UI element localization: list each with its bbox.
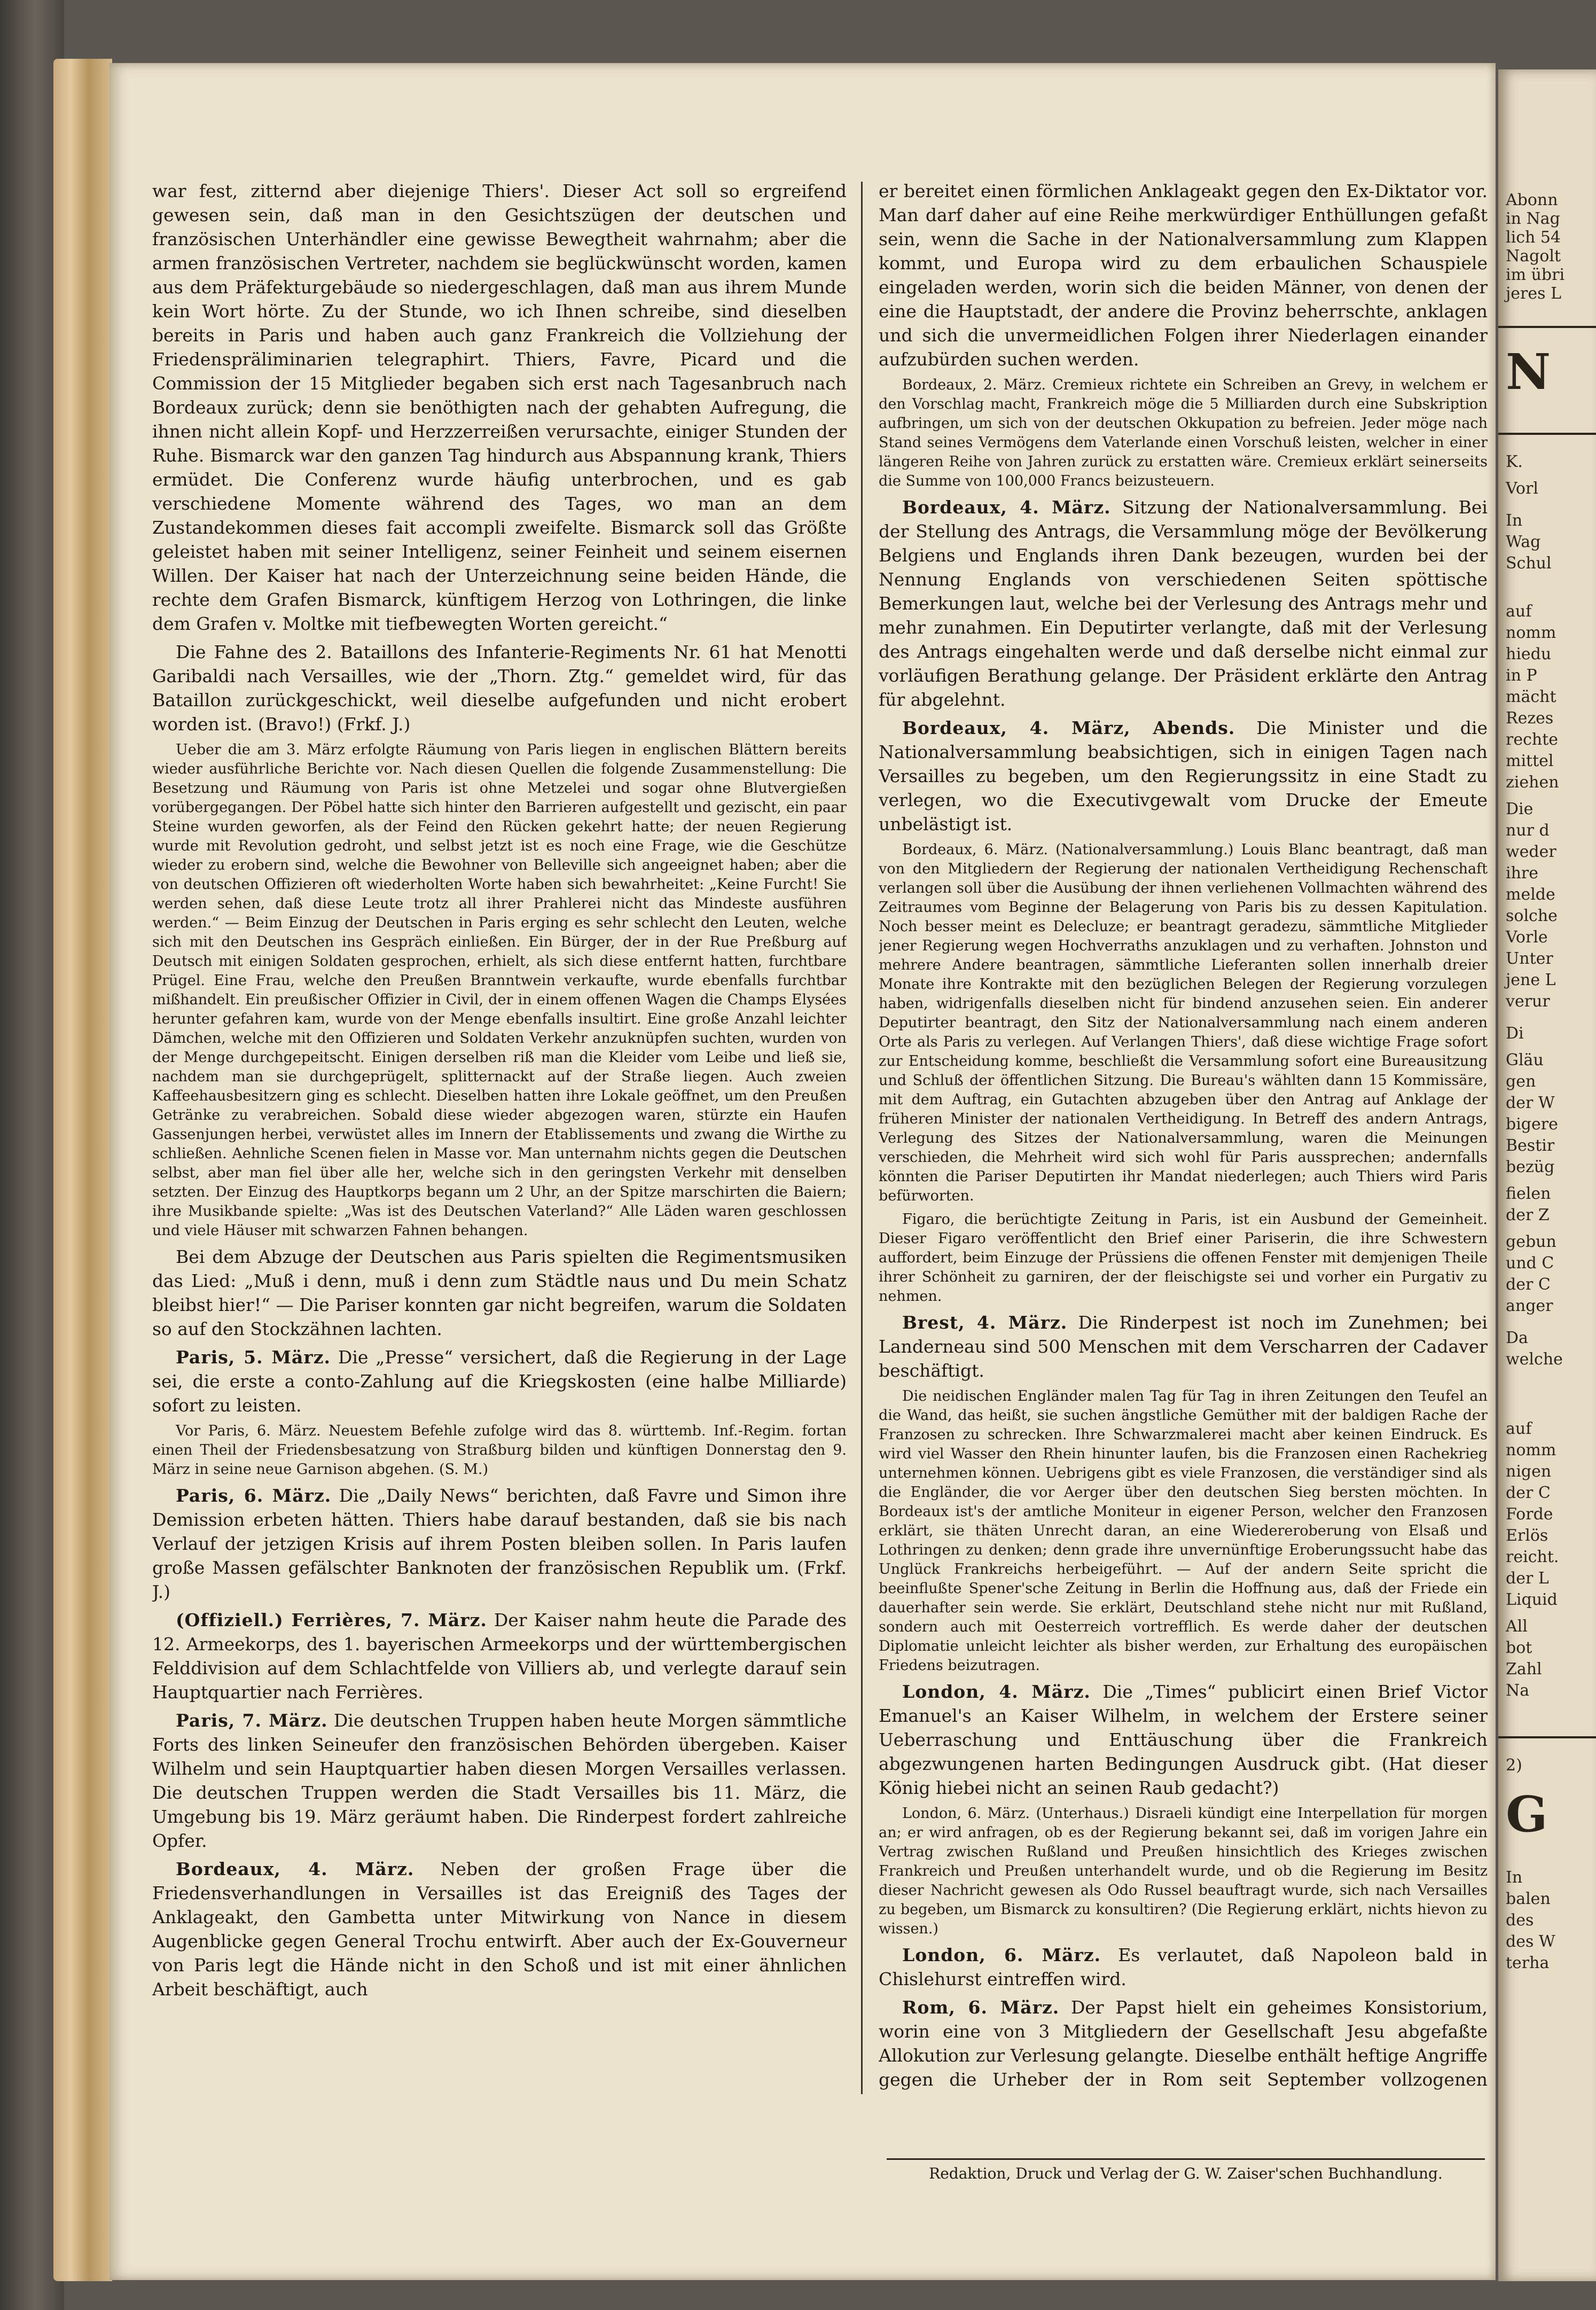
adjacent-page-text-fragment: der L xyxy=(1506,1569,1549,1588)
paragraph-text: Die „Daily News“ berichten, daß Favre und Simon ihre Demission erbeten hätten. Thiers habe darauf bestanden, daß sie bis nach Verlauf der jetzigen Krisis auf ihrem Posten bleiben sollen. In Paris laufen große Massen gefälschter Banknoten der französischen Republik um. (Frkf. J.) xyxy=(152,1485,847,1602)
paragraph-text: Bordeaux, 6. März. (Nationalversammlung.) Louis Blanc beantragt, daß man von den Mitgliedern der Regierung der nationalen Vertheidigung Rechenschaft verlangen soll über die Ausübung der ihnen verliehenen Vollmachten während des Zeitraumes vom Beginne der Belagerung von Paris bis zu dessen Kapitulation. Noch besser meint es Delecluze; er beantragt geradezu, sämmtliche Mitglieder jener Regierung wegen Hochverraths anzuklagen und zu verhaften. Johnston und mehrere Andere beantragen, sämmtliche Lieferanten sollen innerhalb dreier Monate ihre Kontrakte mit den bezüglichen Belegen der Regierung vorzulegen haben, widrigenfalls dieselben nicht für bindend anzusehen seien. Ein anderer Deputirter beantragt, den Sitz der Nationalversammlung nach einem anderen Orte als Paris zu verlegen. Auf Verlangen Thiers', daß diese wichtige Frage sofort zur Entscheidung komme, beschließt die Versammlung sofort eine Bureausitzung und Schluß der öffentlichen Sitzung. Die Bureau's wählten dann 15 Kommissäre, mit dem Auftrag, ein Gutachten abzugeben über den Antrag auf Anklage der früheren Minister der nationalen Vertheidigung. In Betreff des andern Antrags, Verlegung des Sitzes der Nationalversammlung, waren die Meinungen verschieden, die Mehrheit wird sich wohl für Paris aussprechen; andernfalls könnten die Pariser Deputirten ihr Mandat niederlegen; auch Thiers wird Paris befürworten. xyxy=(879,841,1488,1204)
paragraph-text: Vor Paris, 6. März. Neuestem Befehle zufolge wird das 8. württemb. Inf.-Regim. fortan einen Theil der Friedensbesatzung von Straßburg bilden und künftigen Donnerstag den 9. März in seine neue Garnison abgehen. (S. M.) xyxy=(152,1423,847,1478)
adjacent-page-text-fragment: Bestir xyxy=(1506,1136,1555,1155)
paragraph-text: war fest, zitternd aber diejenige Thiers'. Dieser Act soll so ergreifend gewesen sein, daß man in den Gesichtszügen der deutschen und französischen Unterhändler eine gewisse Bewegtheit wahrnahm; aber die armen französischen Vertreter, nachdem sie beglückwünscht worden, kamen aus dem Präfekturgebäude so niedergeschlagen, daß man aus ihrem Munde kein Wort hörte. Zu der Stunde, wo ich Ihnen schreibe, sind dieselben bereits in Paris und haben auch ganz Frankreich die Vollziehung der Friedenspräliminarien telegraphirt. Thiers, Favre, Picard und die Commission der 15 Mitglieder begaben sich erst nach Tagesanbruch nach Bordeaux zurück; denn sie benöthigten nach der gehabten Aufregung, die ihnen nicht allein Kopf- und Herzzerreißen verursachte, einiger Stunden der Ruhe. Bismarck war den ganzen Tag hindurch aus Abspannung krank, Thiers ermüdet. Die Conferenz wurde häufig unterbrochen, und es gab verschiedene Momente während des Tages, wo man an dem Zustandekommen dieses fait accompli zweifelte. Bismarck soll das Größte geleistet haben mit seiner Intelligenz, seiner Feinheit und seinem eisernen Willen. Der Kaiser hat nach der Unterzeichnung seine beiden Hände, die rechte dem Grafen Bismarck, künftigem Herzog von Lothringen, die linke dem Grafen v. Moltke mit tiefbewegten Worten gereicht.“ xyxy=(152,181,847,634)
paragraph-text: Es verlautet, daß Napoleon bald in Chislehurst eintreffen wird. xyxy=(879,1945,1488,1989)
adjacent-page-text-fragment: nomm xyxy=(1506,623,1556,642)
article-paragraph xyxy=(152,1708,847,1853)
adjacent-page-text-fragment: Vorle xyxy=(1506,928,1548,947)
adjacent-page-text-fragment: Di xyxy=(1506,1024,1524,1043)
adjacent-page-text-fragment: Da xyxy=(1506,1329,1528,1347)
paragraph-text: Die Fahne des 2. Bataillons des Infanterie-Regiments Nr. 61 hat Menotti Garibaldi nach Versailles, wie der „Thorn. Ztg.“ gemeldet wird, für das Bataillon zurückgeschickt, weil dieselbe aufgefunden und nicht erobert worden ist. (Bravo!) (Frkf. J.) xyxy=(152,642,847,735)
dateline: London, 6. März. xyxy=(902,1945,1101,1965)
adjacent-page-text-fragment: Liquid xyxy=(1506,1590,1558,1609)
adjacent-page-text-fragment: ziehen xyxy=(1506,773,1559,792)
paragraph-text: Ueber die am 3. März erfolgte Räumung von Paris liegen in englischen Blättern bereits wieder ausführliche Berichte vor. Nach diesen Quellen die folgende Zusammenstellung: Die Besetzung und Räumung von Paris ist ohne Metzelei und sogar ohne Blutvergießen vorübergegangen. Der Pöbel hatte sich hinter den Barrieren aufgestellt und gezischt, ein paar Steine wurden geworfen, als der Feind den Rücken gekehrt hatte; der neuen Regierung wurde mit Revolution gedroht, und selbst jetzt ist es noch eine Frage, wie die Geschütze wieder zu erobern sind, welche die Bewohner von Belleville sich angeeignet haben; aber die von deutschen Offizieren oft wiederholten Worte haben sich bewahrheitet: „Keine Furcht! Sie werden sehen, daß diese Leute trotz all ihrer Prahlerei nicht das Mindeste ausführen werden.“ — Beim Einzug der Deutschen in Paris erging es sehr schlecht den Leuten, welche sich mit den Deutschen ins Gespräch einließen. Ein Bürger, der in der Rue Preßburg auf Deutsch mit einigen Soldaten gesprochen, erhielt, als sich diese entfernt hatten, furchtbare Prügel. Eine Frau, welche den Preußen Branntwein verkaufte, wurde ebenfalls furchtbar mißhandelt. Ein preußischer Offizier in Civil, der in einem offenen Wagen die Champs Elysées herunter gefahren kam, wurde von der Menge ebenfalls insultirt. Eine große Anzahl leichter Dämchen, welche mit den Offizieren und Soldaten Verkehr anzuknüpfen suchten, wurden von der Menge durchgepeitscht. Einigen derselben riß man die Kleider vom Leibe und ließ sie, nachdem man sie durchgeprügelt, splitternackt auf der Straße liegen. Auch zweien Kaffeehausbesitzern ging es schlecht. Dieselben hatten ihre Lokale geöffnet, um den Preußen Getränke zu verabreichen. Sobald diese wieder abgezogen waren, stürzte ein Haufen Gassenjungen herbei, verwüstet alles im Innern der Etablissements und zwang die Wirthe zu schließen. Aehnliche Scenen fielen in Masse vor. Man unternahm nichts gegen die Deutschen selbst, aber man fiel über alle her, welche sich in den geringsten Verkehr mit denselben setzten. Der Einzug des Hauptkorps begann um 2 Uhr, an der Spitze marschirten die Baiern; ihre Musikbande spielte: „Was ist des Deutschen Vaterland?“ Alle Läden waren geschlossen und viele Häuser mit schwarzen Fahnen behangen. xyxy=(152,742,847,1239)
adjacent-page-text-fragment: ihre xyxy=(1506,864,1539,883)
adjacent-page-text-fragment: jeres L xyxy=(1506,284,1562,303)
article-paragraph xyxy=(879,1680,1488,1800)
dateline: (Offiziell.) Ferrières, 7. März. xyxy=(176,1610,487,1630)
adjacent-page-text-fragment: bigere xyxy=(1506,1115,1558,1134)
paragraph-text: Figaro, die berüchtigte Zeitung in Paris, ist ein Ausbund der Gemeinheit. Dieser Figaro veröffentlicht den Brief einer Pariserin, die ihre Schwestern auffordert, beim Einzuge der Prüssiens die offenen Fenster mit demjenigen Theile ihrer Schönheit zu garniren, der der fleischigste sei und vorher ein Purgativ zu nehmen. xyxy=(879,1211,1488,1305)
paragraph-text: Neben der großen Frage über die Friedensverhandlungen in Versailles ist das Ereigniß des Tages der Anklageakt, den Gambetta unter Mitwirkung von Nance in diesem Augenblicke gegen General Trochu entwirft. Aber auch der Ex-Gouverneur von Paris legt die Hände nicht in den Schoß und ist mit einer ähnlichen Arbeit beschäftigt, auch xyxy=(152,1859,847,2000)
dateline: London, 4. März. xyxy=(902,1681,1091,1702)
adjacent-page-text-fragment: jene L xyxy=(1506,971,1556,989)
article-paragraph xyxy=(152,1422,847,1479)
article-paragraph xyxy=(879,716,1488,836)
adjacent-page-text-fragment: 2) xyxy=(1506,1756,1522,1775)
article-paragraph xyxy=(152,740,847,1240)
adjacent-page-text-fragment: der Z xyxy=(1506,1206,1550,1224)
paragraph-text: Der Kaiser nahm heute die Parade des 12. Armeekorps, des 1. bayerischen Armeekorps und der württembergischen Felddivision auf dem Schlachtfelde von Villiers ab, und verlegte darauf sein Hauptquartier nach Ferrières. xyxy=(152,1610,847,1703)
adjacent-page-text-fragment: Zahl xyxy=(1506,1660,1542,1679)
adjacent-page-text-fragment: der C xyxy=(1506,1275,1551,1294)
article-paragraph xyxy=(879,1310,1488,1383)
adjacent-page-text-fragment: balen xyxy=(1506,1890,1551,1908)
adjacent-page-text-fragment: des W xyxy=(1506,1932,1555,1951)
adjacent-page-text-fragment: N xyxy=(1506,343,1551,401)
paragraph-text: Sitzung der Nationalversammlung. Bei der Stellung des Antrags, die Versammlung möge der Bevölkerung Belgiens und Englands ihren Dank bezeugen, wurden bei der Nennung Englands von verschiedenen Seiten spöttische Bemerkungen laut, welche bei der Verlesung des Antrags mehr und mehr zunahmen. Ein Deputirter verlangte, daß mit der Verlesung des Antrags eingehalten werde und daß derselbe nicht einmal zur vorläufigen Berathung gelange. Der Präsident erklärte den Antrag für abgelehnt. xyxy=(879,497,1488,710)
adjacent-page-rule xyxy=(1498,326,1596,328)
adjacent-page-text-fragment: auf xyxy=(1506,1419,1532,1438)
paragraph-text: London, 6. März. (Unterhaus.) Disraeli kündigt eine Interpellation für morgen an; er wird anfragen, ob es der Regierung bekannt sei, daß im vorigen Jahre ein Vertrag zwischen Rußland und Preußen hinsichtlich des Krieges zwischen Frankreich und Preußen unterhandelt wurde, und ob die Regierung im Besitz dieser Nachricht gewesen als Odo Russel beauftragt wurde, sich nach Versailles zu begeben, um Bismarck zu konsultiren? (Die Regierung erklärt, nichts hievon zu wissen.) xyxy=(879,1805,1488,1937)
adjacent-page-text-fragment: melde xyxy=(1506,885,1555,904)
dateline: Rom, 6. März. xyxy=(902,1997,1060,2018)
adjacent-page-text-fragment: rechte xyxy=(1506,730,1559,749)
article-paragraph xyxy=(152,1484,847,1604)
adjacent-page-text-fragment: bot xyxy=(1506,1638,1532,1657)
left-column xyxy=(152,179,847,2092)
adjacent-page-text-fragment: welche xyxy=(1506,1350,1563,1369)
article-paragraph xyxy=(879,1210,1488,1306)
paragraph-text: Die „Times“ publicirt einen Brief Victor Emanuel's an Kaiser Wilhelm, in welchem der Erstere seiner Ueberraschung und Enttäuschung über die Frankreich abgezwungenen harten Bedingungen Ausdruck gibt. (Hat dieser König hiebei nicht an seinen Raub gedacht?) xyxy=(879,1681,1488,1798)
article-paragraph xyxy=(879,179,1488,371)
paragraph-text: Die neidischen Engländer malen Tag für Tag in ihren Zeitungen den Teufel an die Wand, das heißt, sie suchen ängstliche Gemüther mit der baldigen Rache der Franzosen zu schrecken. Ihre Schwarzmalerei macht aber keinen Eindruck. Es wird viel Wasser den Rhein hinunter laufen, bis die Franzosen einen Rachekrieg unternehmen können. Uebrigens gibt es viele Franzosen, die verständiger sind als die Engländer, die vor Aerger über den deutschen Sieg bersten möchten. In Bordeaux ist's der amtliche Moniteur in eigener Person, welcher den Franzosen erklärt, sie thäten Unrecht daran, an eine Wiedereroberung von Elsaß und Lothringen zu denken; denn grade ihre unvernünftige Eroberungssucht habe das Unglück Frankreichs herbeigeführt. — Auf der andern Seite spricht die beeinflußte Spener'sche Zeitung in Berlin die Hoffnung aus, daß der Friede ein dauerhafter sein werde. Sie erklärt, Deutschland stehe nicht nur mit Rußland, sondern auch mit Oesterreich vortrefflich. Es werde daher der deutschen Diplomatie unleicht leichter als bisher werden, zur Erhaltung des europäischen Friedens beizutragen. xyxy=(879,1388,1488,1674)
adjacent-page-text-fragment: Schul xyxy=(1506,554,1552,573)
dateline: Bordeaux, 4. März. xyxy=(902,497,1111,518)
adjacent-page-text-fragment: Abonn xyxy=(1506,191,1558,209)
article-paragraph xyxy=(152,1857,847,2001)
paragraph-text: Die „Presse“ versichert, daß die Regierung in der Lage sei, die erste a conto-Zahlung auf die Kriegskosten (eine halbe Milliarde) sofort zu leisten. xyxy=(152,1347,847,1416)
adjacent-page-text-fragment: weder xyxy=(1506,842,1556,861)
adjacent-page-text-fragment: lich 54 xyxy=(1506,228,1561,247)
dateline: Bordeaux, 4. März. xyxy=(176,1859,414,1879)
article-paragraph xyxy=(152,179,847,636)
dateline: Paris, 5. März. xyxy=(176,1347,331,1368)
adjacent-page-text-fragment: mächt xyxy=(1506,688,1556,706)
adjacent-page-text-fragment: G xyxy=(1506,1785,1548,1843)
adjacent-page-text-fragment: Unter xyxy=(1506,949,1553,968)
article-paragraph xyxy=(152,1245,847,1341)
adjacent-page-text-fragment: anger xyxy=(1506,1297,1553,1315)
adjacent-page-text-fragment: nur d xyxy=(1506,821,1550,840)
adjacent-page-text-fragment: in P xyxy=(1506,666,1537,685)
dateline: Bordeaux, 4. März, Abends. xyxy=(902,717,1235,738)
adjacent-page-rule xyxy=(1498,433,1596,435)
adjacent-page-text-fragment: K. xyxy=(1506,452,1523,471)
article-paragraph xyxy=(879,495,1488,712)
adjacent-page-text-fragment: der C xyxy=(1506,1484,1551,1502)
adjacent-page-text-fragment: Nagolt xyxy=(1506,247,1561,266)
book-spine xyxy=(53,59,112,2281)
paragraph-text: er bereitet einen förmlichen Anklageakt gegen den Ex-Diktator vor. Man darf daher auf eine Reihe merkwürdiger Enthüllungen gefaßt sein, wenn die Sache in der Nationalversammlung zum Klappen kommt, und Europa wird zu dem erbaulichen Schauspiele eingeladen werden, worin sich die beiden Männer, von denen der eine die Hauptstadt, der andere die Provinz beherrschte, anklagen und sich die unvermeidlichen Folgen ihrer Niederlagen einander aufzubürden suchen werden. xyxy=(879,181,1488,370)
adjacent-page-text-fragment: Die xyxy=(1506,800,1534,818)
paragraph-text: Bei dem Abzuge der Deutschen aus Paris spielten die Regimentsmusiken das Lied: „Muß i denn, muß i denn zum Städtle naus und Du mein Schatz bleibst hier!“ — Die Pariser konnten gar nicht begreifen, warum die Soldaten so auf den Stockzähnen lachten. xyxy=(152,1246,847,1339)
adjacent-page-text-fragment: gen xyxy=(1506,1072,1536,1091)
right-column xyxy=(879,179,1488,2092)
adjacent-page-text-fragment: All xyxy=(1506,1617,1528,1636)
article-paragraph xyxy=(879,376,1488,491)
adjacent-page-text-fragment: in Nag xyxy=(1506,209,1560,228)
article-paragraph xyxy=(879,1804,1488,1939)
article-paragraph xyxy=(152,1345,847,1417)
imprint-rule xyxy=(887,2158,1485,2160)
paragraph-text: Der Papst hielt ein geheimes Konsistorium, worin eine von 3 Mitgliedern der Gesellschaft Jesu abgefaßte Allokution zur Verlesung gelangte. Dieselbe enthält heftige Angriffe gegen die Urheber der in Rom seit September vollzogenen xyxy=(879,1997,1488,2090)
article-paragraph xyxy=(152,1608,847,1704)
adjacent-page-text-fragment: hiedu xyxy=(1506,645,1552,664)
dateline: Brest, 4. März. xyxy=(902,1312,1068,1333)
article-paragraph xyxy=(879,840,1488,1206)
adjacent-page-text-fragment: In xyxy=(1506,511,1523,530)
paragraph-text: Die Rinderpest ist noch im Zunehmen; bei Landerneau sind 500 Menschen mit dem Verscharren der Cadaver beschäftigt. xyxy=(879,1312,1488,1381)
adjacent-page-edge xyxy=(1498,69,1596,2281)
dateline: Paris, 7. März. xyxy=(176,1710,328,1731)
paragraph-text: Die deutschen Truppen haben heute Morgen sämmtliche Forts des linken Seineufer den französischen Behörden übergeben. Kaiser Wilhelm und sein Hauptquartier haben diesen Morgen Versailles verlassen. Die deutschen Truppen werden die Stadt Versailles bis 11. März, die Umgebung bis 19. März geräumt haben. Die Rinderpest fordert zahlreiche Opfer. xyxy=(152,1710,847,1851)
adjacent-page-text-fragment: Forde xyxy=(1506,1505,1553,1524)
adjacent-page-text-fragment: Gläu xyxy=(1506,1051,1544,1070)
adjacent-page-text-fragment: Erlös xyxy=(1506,1526,1548,1545)
adjacent-page-text-fragment: verur xyxy=(1506,992,1550,1011)
adjacent-page-text-fragment: der W xyxy=(1506,1094,1555,1112)
article-paragraph xyxy=(879,1387,1488,1675)
column-divider xyxy=(861,182,863,2094)
adjacent-page-text-fragment: Wag xyxy=(1506,533,1541,551)
adjacent-page-text-fragment: und C xyxy=(1506,1254,1554,1273)
paragraph-text: Die Minister und die Nationalversammlung beabsichtigen, sich in einigen Tagen nach Versailles zu begeben, um den Regierungssitz in eine Stadt zu verlegen, wo die Executivgewalt vom Drucke der Emeute unbelästigt ist. xyxy=(879,717,1488,834)
adjacent-page-text-fragment: Na xyxy=(1506,1681,1530,1700)
paragraph-text: Bordeaux, 2. März. Cremieux richtete ein Schreiben an Grevy, in welchem er den Vorschlag macht, Frankreich möge die 5 Milliarden durch eine Subskription aufbringen, um sich von der deutschen Okkupation zu befreien. Jeder möge nach Stand seines Vermögens dem Vaterlande einen Vorschuß leisten, welcher in einer längeren Reihe von Jahren zurück zu erstatten wäre. Cremieux erklärt seinerseits die Summe von 100,000 Francs beizusteuern. xyxy=(879,377,1488,489)
adjacent-page-text-fragment: Vorl xyxy=(1506,479,1538,498)
adjacent-page-text-fragment: nigen xyxy=(1506,1462,1552,1481)
dateline: Paris, 6. März. xyxy=(176,1485,332,1506)
adjacent-page-text-fragment: im übri xyxy=(1506,266,1565,284)
adjacent-page-text-fragment: solche xyxy=(1506,907,1558,925)
article-paragraph xyxy=(879,1995,1488,2092)
adjacent-page-text-fragment: auf xyxy=(1506,602,1532,621)
adjacent-page-text-fragment: gebun xyxy=(1506,1232,1556,1251)
imprint: Redaktion, Druck und Verlag der G. W. Zaiser'schen Buchhandlung. xyxy=(929,2165,1443,2182)
adjacent-page-text-fragment: In xyxy=(1506,1868,1523,1887)
adjacent-page-text-fragment: mittel xyxy=(1506,752,1554,770)
adjacent-page-text-fragment: terha xyxy=(1506,1954,1550,1972)
adjacent-page-text-fragment: des xyxy=(1506,1911,1534,1930)
adjacent-page-text-fragment: Rezes xyxy=(1506,709,1554,728)
adjacent-page-text-fragment: fielen xyxy=(1506,1184,1551,1203)
adjacent-page-text-fragment: bezüg xyxy=(1506,1158,1555,1176)
article-paragraph xyxy=(879,1943,1488,1991)
adjacent-page-text-fragment: nomm xyxy=(1506,1441,1556,1460)
adjacent-page-text-fragment: reicht. xyxy=(1506,1548,1559,1566)
article-paragraph xyxy=(152,640,847,736)
adjacent-page-rule xyxy=(1498,1736,1596,1738)
